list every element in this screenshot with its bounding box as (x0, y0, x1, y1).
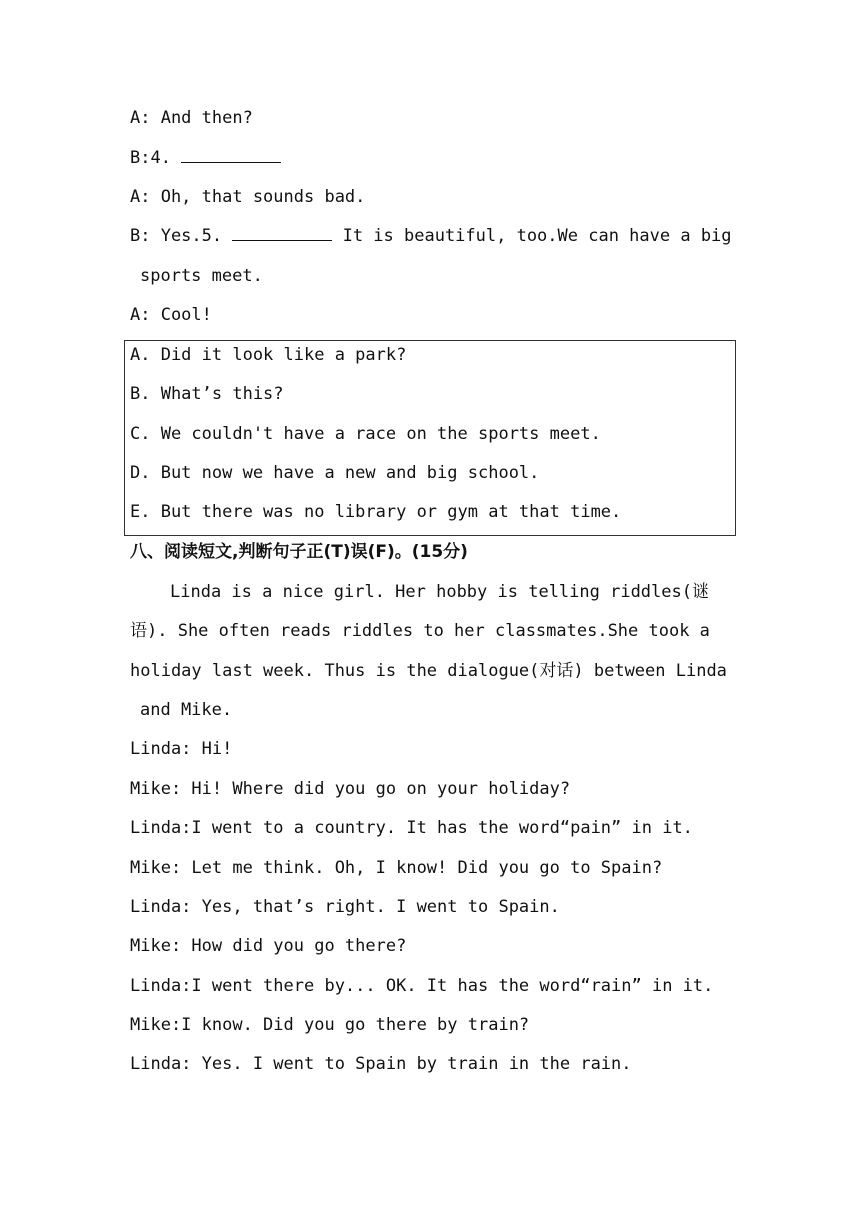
paragraph-line-2: 语). She often reads riddles to her classmates.She took a (130, 621, 710, 641)
dialogue2-line-3: Linda:I went to a country. It has the word“pain” in it. (130, 818, 693, 838)
dialogue2-line-6: Mike: How did you go there? (130, 936, 407, 956)
section-heading: 八、阅读短文,判断句子正(T)误(F)。(15分) (130, 542, 468, 562)
dialogue2-line-7: Linda:I went there by... OK. It has the word“rain” in it. (130, 976, 714, 996)
dialogue2-line-8: Mike:I know. Did you go there by train? (130, 1015, 530, 1035)
dialogue2-line-2: Mike: Hi! Where did you go on your holiday? (130, 779, 571, 799)
dialogue-line-4-prefix: B: Yes.5. (130, 226, 233, 246)
answer-blank-4[interactable] (181, 146, 281, 163)
dialogue-line-2 (130, 146, 281, 170)
paragraph-line-4: and Mike. (140, 700, 233, 720)
option-b: B. What’s this? (130, 384, 284, 404)
dialogue2-line-5: Linda: Yes, that’s right. I went to Spain. (130, 897, 560, 917)
dialogue2-line-1: Linda: Hi! (130, 739, 233, 759)
dialogue-line-4 (130, 224, 732, 248)
option-a: A. Did it look like a park? (130, 345, 407, 365)
option-c: C. We couldn't have a race on the sports meet. (130, 424, 601, 444)
option-d: D. But now we have a new and big school. (130, 463, 540, 483)
dialogue-line-3: A: Oh, that sounds bad. (130, 187, 366, 207)
answer-blank-5[interactable] (232, 224, 332, 241)
dialogue-line-6: A: Cool! (130, 305, 212, 325)
dialogue2-line-9: Linda: Yes. I went to Spain by train in the rain. (130, 1054, 632, 1074)
dialogue-line-2-prefix: B:4. (130, 148, 182, 168)
dialogue2-line-4: Mike: Let me think. Oh, I know! Did you go to Spain? (130, 858, 663, 878)
paragraph-line-1: Linda is a nice girl. Her hobby is telling riddles(谜 (170, 582, 709, 602)
dialogue-line-1: A: And then? (130, 108, 253, 128)
dialogue-line-5: sports meet. (140, 266, 263, 286)
dialogue-line-4-suffix: It is beautiful, too.We can have a big (332, 226, 732, 246)
option-e: E. But there was no library or gym at that time. (130, 502, 622, 522)
paragraph-line-3: holiday last week. Thus is the dialogue(对话) between Linda (130, 661, 727, 681)
